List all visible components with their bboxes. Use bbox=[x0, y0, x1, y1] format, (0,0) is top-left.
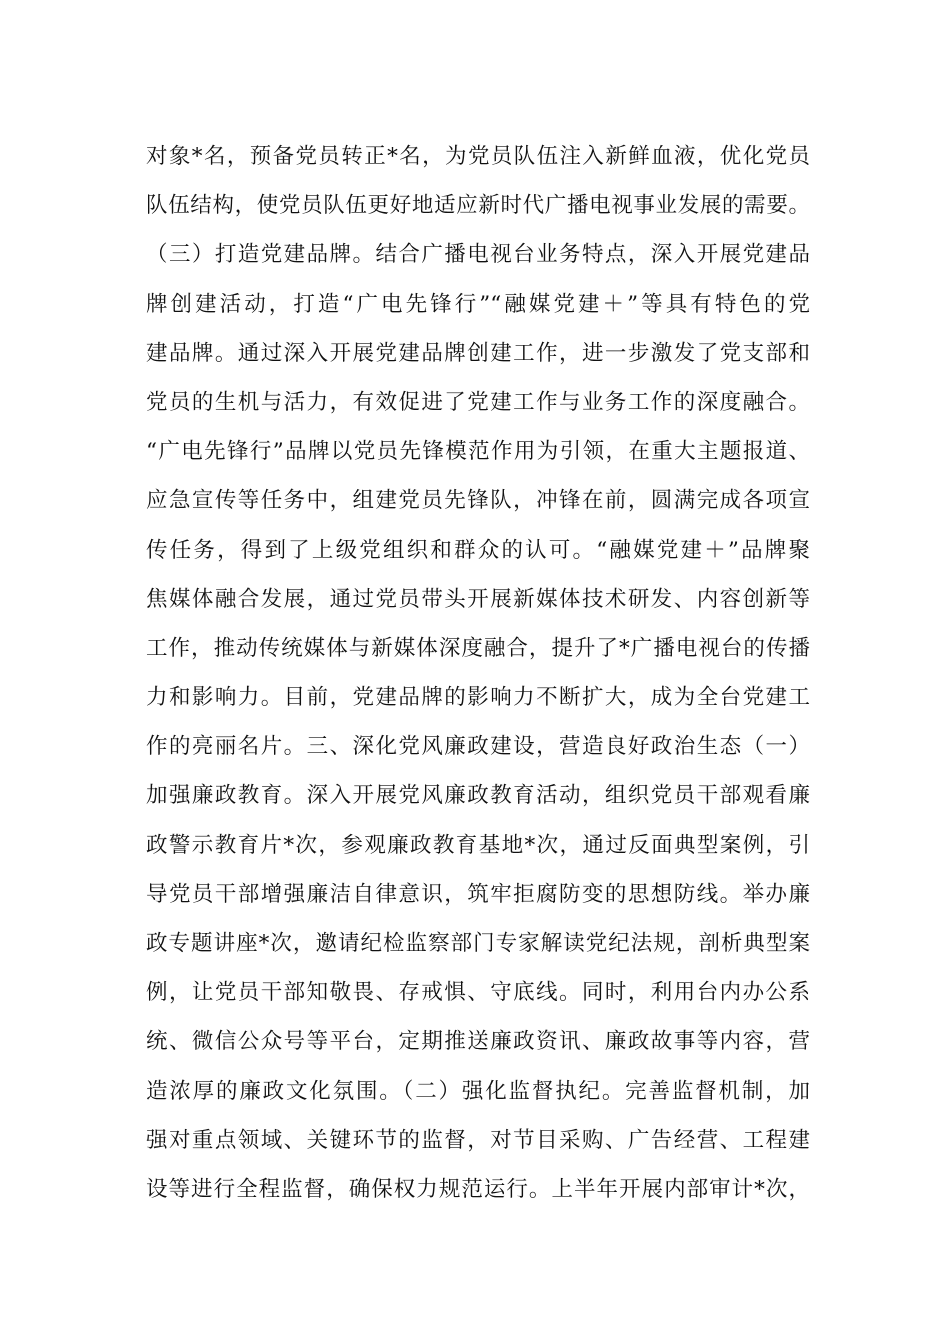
body-text bbox=[146, 132, 810, 1214]
text-line-4: 牌创建活动，打造“广电先锋行”“融媒党建＋”等具有特色的党 bbox=[146, 291, 810, 317]
text-line-19: 统、微信公众号等平台，定期推送廉政资讯、廉政故事等内容，营 bbox=[146, 1029, 810, 1055]
text-line-21: 强对重点领域、关键环节的监督，对节目采购、广告经营、工程建 bbox=[146, 1127, 810, 1153]
text-line-10: 焦媒体融合发展，通过党员带头开展新媒体技术研发、内容创新等 bbox=[146, 586, 810, 612]
text-line-2: 队伍结构，使党员队伍更好地适应新时代广播电视事业发展的需要。 bbox=[146, 193, 810, 219]
text-line-17: 政专题讲座*次，邀请纪检监察部门专家解读党纪法规，剖析典型案 bbox=[146, 931, 810, 956]
text-line-1: 对象*名，预备党员转正*名，为党员队伍注入新鲜血液，优化党员 bbox=[146, 144, 810, 169]
text-line-20: 造浓厚的廉政文化氛围。（二）强化监督执纪。完善监督机制，加 bbox=[146, 1078, 810, 1104]
text-line-13: 作的亮丽名片。三、深化党风廉政建设，营造良好政治生态（一） bbox=[146, 734, 810, 760]
text-line-22: 设等进行全程监督，确保权力规范运行。上半年开展内部审计*次， bbox=[146, 1176, 810, 1202]
text-line-6: 党员的生机与活力，有效促进了党建工作与业务工作的深度融合。 bbox=[146, 389, 810, 415]
text-line-11: 工作，推动传统媒体与新媒体深度融合，提升了*广播电视台的传播 bbox=[146, 635, 810, 661]
text-line-15: 政警示教育片*次，参观廉政教育基地*次，通过反面典型案例，引 bbox=[146, 832, 810, 858]
text-line-16: 导党员干部增强廉洁自律意识，筑牢拒腐防变的思想防线。举办廉 bbox=[146, 881, 810, 907]
text-line-8: 应急宣传等任务中，组建党员先锋队，冲锋在前，圆满完成各项宣 bbox=[146, 488, 810, 514]
text-line-18: 例，让党员干部知敬畏、存戒惧、守底线。同时，利用台内办公系 bbox=[146, 980, 810, 1006]
text-line-3: （三）打造党建品牌。结合广播电视台业务特点，深入开展党建品 bbox=[146, 242, 810, 268]
text-line-9: 传任务，得到了上级党组织和群众的认可。“融媒党建＋”品牌聚 bbox=[146, 537, 810, 563]
text-line-12: 力和影响力。目前，党建品牌的影响力不断扩大，成为全台党建工 bbox=[146, 685, 810, 711]
text-line-7: “广电先锋行”品牌以党员先锋模范作用为引领，在重大主题报道、 bbox=[146, 439, 810, 465]
text-line-14: 加强廉政教育。深入开展党风廉政教育活动，组织党员干部观看廉 bbox=[146, 783, 810, 809]
text-line-5: 建品牌。通过深入开展党建品牌创建工作，进一步激发了党支部和 bbox=[146, 340, 810, 366]
